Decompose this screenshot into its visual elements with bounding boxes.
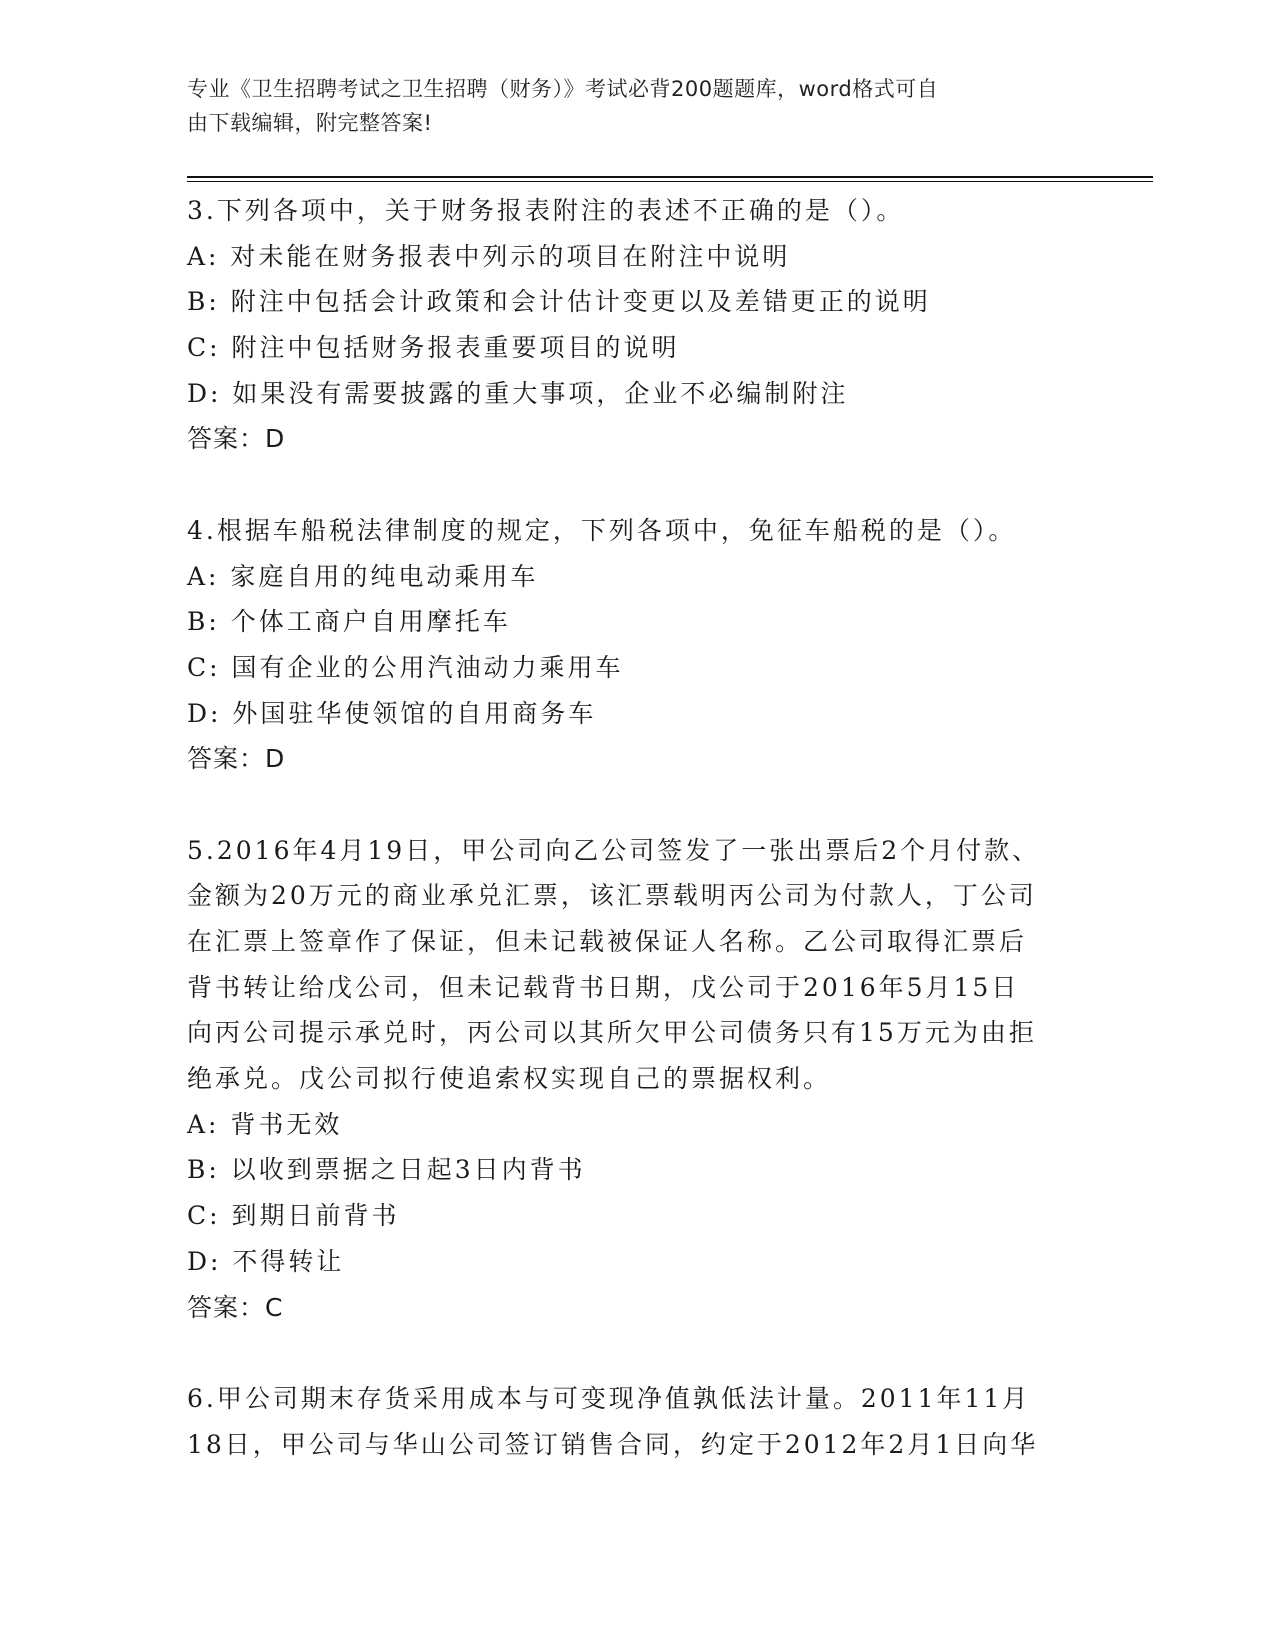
answer-line: 答案：D [187, 424, 286, 454]
option-a: A: 背书无效 [187, 1109, 343, 1139]
option-b: B: 以收到票据之日起3日内背书 [187, 1155, 586, 1185]
question-stem-line: 向丙公司提示承兑时，丙公司以其所欠甲公司债务只有15万元为由拒 [187, 1018, 1037, 1048]
question-6 [187, 1376, 1087, 1467]
question-4 [187, 508, 1087, 782]
option-c: C: 国有企业的公用汽油动力乘用车 [187, 652, 624, 682]
question-stem-line: 在汇票上签章作了保证，但未记载被保证人名称。乙公司取得汇票后 [187, 927, 1028, 956]
answer-line: 答案：C [187, 1292, 284, 1322]
question-3 [187, 188, 1087, 462]
question-stem-line: 5.2016年4月19日，甲公司向乙公司签发了一张出票后2个月付款、 [187, 835, 1041, 865]
question-stem-line: 4.根据车船税法律制度的规定，下列各项中，免征车船税的是（）。 [187, 515, 1017, 545]
question-spacer [187, 462, 1087, 508]
option-b: B: 附注中包括会计政策和会计估计变更以及差错更正的说明 [187, 287, 931, 317]
option-b: B: 个体工商户自用摩托车 [187, 607, 511, 637]
option-d: D: 如果没有需要披露的重大事项，企业不必编制附注 [187, 378, 849, 408]
question-stem-line: 6.甲公司期末存货采用成本与可变现净值孰低法计量。2011年11月 [187, 1383, 1031, 1413]
question-stem-line: 绝承兑。戊公司拟行使追索权实现自己的票据权利。 [187, 1064, 832, 1094]
option-c: C: 到期日前背书 [187, 1201, 400, 1231]
option-a: A: 家庭自用的纯电动乘用车 [187, 561, 539, 591]
question-stem-line: 3.下列各项中，关于财务报表附注的表述不正确的是（）。 [187, 196, 905, 225]
question-spacer [187, 782, 1087, 828]
question-stem-line: 18日，甲公司与华山公司签订销售合同，约定于2012年2月1日向华 [187, 1429, 1039, 1459]
header-divider-thick [187, 176, 1153, 178]
header-divider-thin [187, 181, 1153, 182]
question-stem-line: 金额为20万元的商业承兑汇票，该汇票载明丙公司为付款人，丁公司 [187, 881, 1037, 911]
header-line-2: 由下载编辑，附完整答案! [187, 111, 433, 135]
document-header [187, 72, 1067, 140]
header-line-1: 专业《卫生招聘考试之卫生招聘（财务）》考试必背200题题库，word格式可自 [187, 77, 939, 101]
option-c: C: 附注中包括财务报表重要项目的说明 [187, 333, 680, 363]
option-d: D: 外国驻华使领馆的自用商务车 [187, 698, 597, 728]
question-stem-line: 背书转让给戊公司，但未记载背书日期，戊公司于2016年5月15日 [187, 972, 1020, 1002]
option-d: D: 不得转让 [187, 1246, 345, 1276]
question-5 [187, 828, 1087, 1331]
option-a: A: 对未能在财务报表中列示的项目在附注中说明 [187, 241, 791, 271]
answer-line: 答案：D [187, 744, 286, 774]
question-spacer [187, 1330, 1087, 1376]
question-list [187, 188, 1087, 1467]
